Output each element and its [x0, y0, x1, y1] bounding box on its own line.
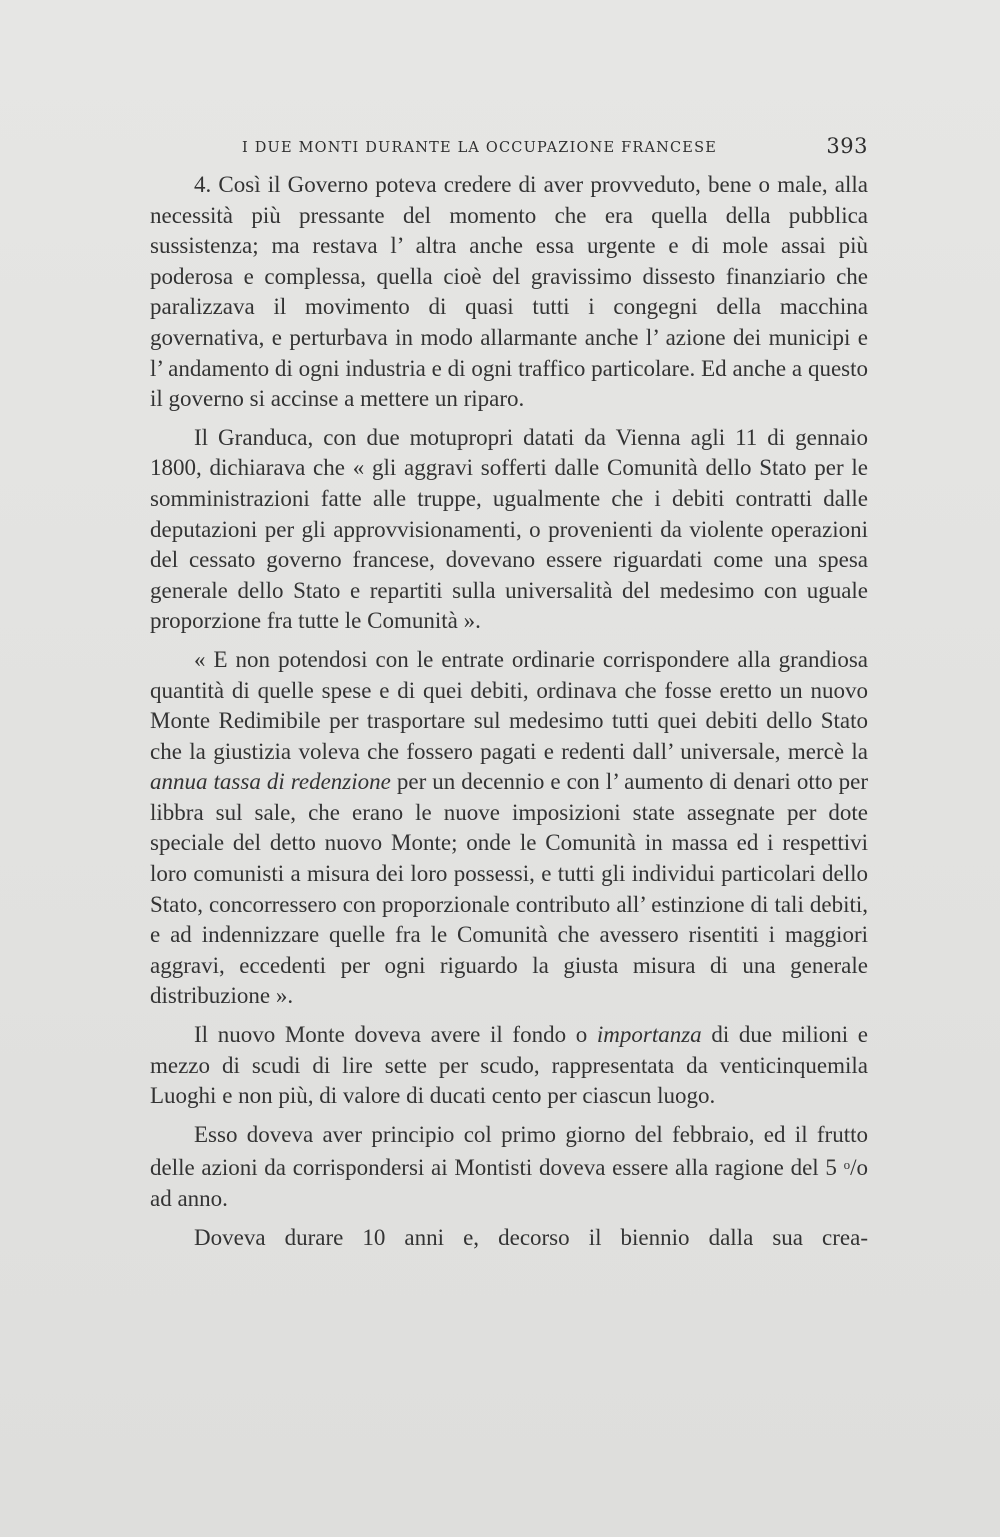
percent-sign-bottom: o: [856, 1155, 869, 1181]
paragraph-2: Il Granduca, con due motupropri datati da Vienna agli 11 di gennaio 1800, dichiarava che « gli aggravi sofferti dalle Comunità dello Stato per le somministrazioni fatte alle truppe, ugualmente che i debiti contratti dalle deputazioni per gli approvvisionamenti, o provenienti da violente operazioni del cessato governo francese, dovevano essere riguardati come una spesa generale dello Stato e repartiti sulla universalità del medesimo con uguale proporzione fra tutte le Comunità ».: [150, 424, 868, 634]
paragraph-3-text-a: « E non potendosi con le entrate ordinarie corrispondere alla grandiosa quantità di quelle spese e di quei debiti, ordinava che fosse eretto un nuovo Monte Redimibile per trasportare sul medesimo tutti quei debiti dello Stato che la giustizia voleva che fossero pagati e redenti dall’ universale, mercè la: [150, 646, 868, 764]
paragraph-4-text-a: Il nuovo Monte doveva avere il fondo o: [194, 1022, 588, 1048]
paragraph-4-text-b: di due milioni e mezzo di scudi di lire sette per scudo, rappresentata da venticinquemila Luoghi e non più, di valore di ducati cento per ciascun luogo.: [150, 1022, 868, 1109]
paragraph-3: [150, 645, 868, 1012]
paragraph-6: Doveva durare 10 anni e, decorso il biennio dalla sua crea-: [194, 1224, 868, 1250]
paragraph-4: [150, 1020, 868, 1112]
page-number: 393: [826, 134, 868, 158]
paragraph-5: [150, 1120, 868, 1215]
percent-sign-top: o: [843, 1157, 851, 1173]
paragraph-5-text-a: Esso doveva aver principio col primo giorno del febbraio, ed il frutto delle azioni da corrispondersi ai Montisti doveva essere alla ragione del 5: [150, 1121, 868, 1181]
paragraph-3-text-b: per un decennio e con l’ aumento di denari otto per libbra sul sale, che erano le nuove imposizioni state assegnate per dote speciale del detto nuovo Monte; onde le Comunità in massa ed i respettivi loro comunisti a misura dei loro possessi, e tutti gli individui particolari dello Stato, concorressero con proporzionale contributo all’ estinzione di tali debiti, e ad indennizzare quelle fra le Comunità che avessero risentiti i maggiori aggravi, eccedenti per ogni riguardo la giusta misura di una generale distribuzione ».: [150, 769, 868, 1009]
percent-sign-slash: /: [850, 1155, 857, 1181]
body-text: [150, 170, 868, 1253]
paragraph-5-text-b: ad anno.: [150, 1186, 228, 1211]
paragraph-3-italic: annua tassa di redenzione: [150, 769, 391, 795]
running-title: I DUE MONTI DURANTE LA OCCUPAZIONE FRANCESE: [242, 140, 718, 156]
paragraph-4-italic: importanza: [596, 1022, 702, 1048]
running-header: [150, 134, 868, 164]
paragraph-1: 4. Così il Governo poteva credere di aver provveduto, bene o male, alla necessità più pressante del momento che era quella della pubblica sussistenza; ma restava l’ altra anche essa urgente e di mole assai più poderosa e complessa, quella cioè del gravissimo dissesto finanziario che paralizzava il movimento di quasi tutti i congegni della macchina governativa, e perturbava in modo allarmante anche l’ azione dei municipi e l’ andamento di ogni industria e di ogni traffico particolare. Ed anche a questo il governo si accinse a mettere un riparo.: [150, 172, 868, 412]
